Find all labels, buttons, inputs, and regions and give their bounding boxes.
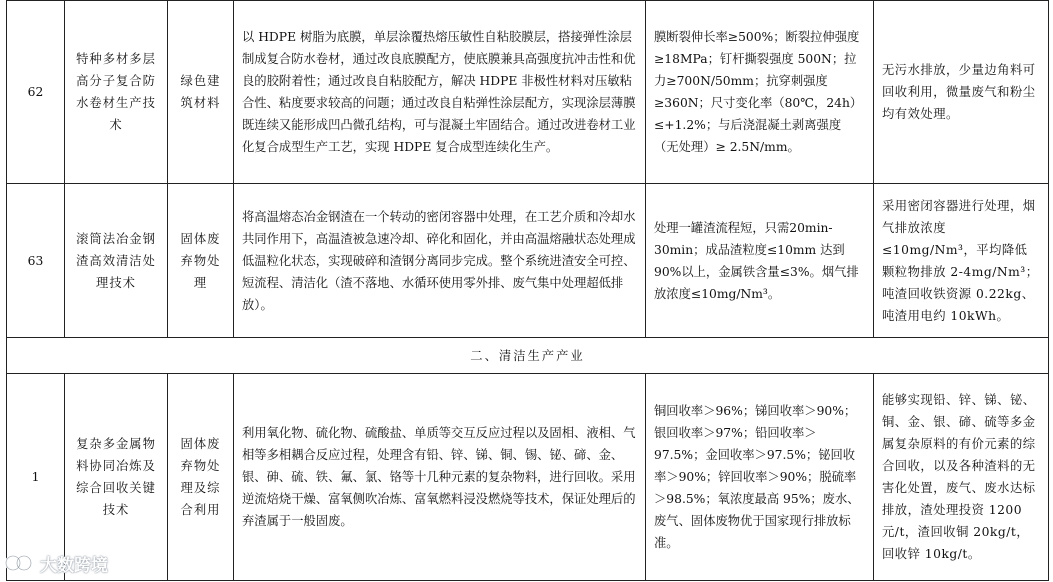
technical-indicators: 处理一罐渣流程短，只需20min-30min；成品渣粒度≤10mm 达到 90%以上，金属铁含量≤3%。烟气排放浓度≤10mg/Nm³。 [646,184,874,338]
application-field: 固体废弃物处理 [168,184,234,338]
row-number: 63 [7,184,65,338]
environmental-benefit: 能够实现铅、锌、锑、铋、铜、金、银、碲、硫等多金属复杂原料的有价元素的综合回收，以及各种渣料的无害化处置，废气、废水达标排放，渣处理投资 1200 元/t，渣回收铜 20kg/t，回收锌 10kg/t。 [874,374,1049,581]
technology-name: 复杂多金属物料协同冶炼及综合回收关键技术 [65,374,168,581]
watermark [4,549,149,577]
main-content: 利用氧化物、硫化物、硫酸盐、单质等交互反应过程以及固相、液相、气相等多相耦合反应过程，处理含有铅、锌、锑、铜、锡、铋、碲、金、银、砷、硫、铁、氟、氯、铬等十几种元素的复杂物料，进行回收。采用逆流焙烧干燥、富氧侧吹冶炼、富氧燃料浸没燃烧等技术，保证处理后的弃渣属于一般固废。 [234,374,646,581]
technical-indicators: 铜回收率＞96%；锑回收率＞90%；银回收率＞97%；铅回收率＞97.5%；金回收率＞97.5%；铋回收率＞90%；锌回收率＞90%；脱硫率＞98.5%；氧浓度最高 95%；废水、废气、固体废物优于国家现行排放标准。 [646,374,874,581]
section-title: 二、清洁生产产业 [7,338,1049,374]
application-field: 绿色建筑材料 [168,1,234,184]
logo-icon [4,552,34,574]
row-number: 62 [7,1,65,184]
row-number: 1 [7,374,65,581]
environmental-benefit: 采用密闭容器进行处理，烟气排放浓度≤10mg/Nm³，平均降低颗粒物排放 2-4mg/Nm³；吨渣回收铁资源 0.22kg、吨渣用电约 10kWh。 [874,184,1049,338]
section-row [7,338,1049,374]
main-content: 将高温熔态冶金钢渣在一个转动的密闭容器中处理，在工艺介质和冷却水共同作用下，高温渣被急速冷却、碎化和固化，并由高温熔融状态处理成低温粒化状态，实现破碎和渣钢分离同步完成。整个系统进渣安全可控、短流程、清洁化（渣不落地、水循环使用零外排、废气集中处理超低排放）。 [234,184,646,338]
technical-indicators: 膜断裂伸长率≥500%；断裂拉伸强度≥18MPa；钉杆撕裂强度 500N；拉力≥700N/50mm；抗穿刺强度≥360N；尺寸变化率（80℃，24h）≤+1.2%；与后浇混凝土剥离强度（无处理）≥ 2.5N/mm。 [646,1,874,184]
watermark-text: 大数跨境 [40,555,108,576]
table-row [7,184,1049,338]
technology-name: 滚筒法冶金钢渣高效清洁处理技术 [65,184,168,338]
technology-name: 特种多材多层高分子复合防水卷材生产技术 [65,1,168,184]
application-field: 固体废弃物处理及综合利用 [168,374,234,581]
technology-table [6,0,1049,581]
environmental-benefit: 无污水排放，少量边角料可回收利用，微量废气和粉尘均有效处理。 [874,1,1049,184]
main-content: 以 HDPE 树脂为底膜，单层涂覆热熔压敏性自粘胶膜层，搭接弹性涂层制成复合防水卷材，通过改良底膜配方，使底膜兼具高强度抗冲击性和优良的胶附着性；通过改良自粘胶配方，解决 HDPE 非极性材料对压敏粘合性、粘度要求较高的问题；通过改良自粘弹性涂层配方，实现涂层薄膜既连续又能形成凹凸微孔结构，可与混凝土牢固结合。通过改进卷材工业化复合成型生产工艺，实现 HDPE 复合成型连续化生产。 [234,1,646,184]
table-row [7,374,1049,581]
table-row [7,1,1049,184]
